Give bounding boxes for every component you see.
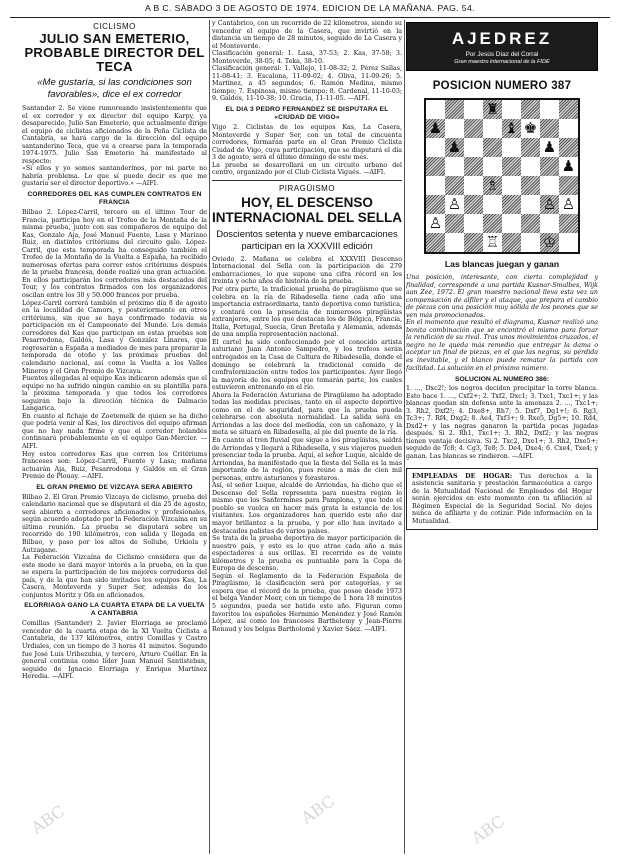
watermark: ABC (27, 801, 69, 838)
deck: Doscientos setenta y nueve embarcaciones participan en la XXXVIII edición (216, 227, 398, 251)
chess-board (424, 98, 580, 254)
page-header: A B C. SÁBADO 3 DE AGOSTO DE 1974. EDICION DE LA MAÑANA. PAG. 54. (10, 3, 610, 18)
chess-author-title: Gran maestro internacional de la FIDE (454, 59, 550, 65)
solution-text: 1. ..., Dxc2!; los negros deciden precipitar la torre blanca. Esto hace 1. ..., Cxf2+; 2. Txf2, Dxc1; 3. Txc1, Txc1+; y las blancas quedan sin defensa ante la amenaza 2. ..., Txc1+; 3. Rh2, Dxf2!; 4. Dxe8+, Rh7; 5. Dxf7, Dg1+!; 6. Rg3, Tc3+; 7. Rf4, Dxg2; 8. Ae4, Txf3+; 9. Rxe5, Dg5+; 10. Rd4, Dxd2+ y las negras ganaron la partida pocas jugadas después. Si 2. Rh1, Txc1+; 3. Rh2, Dxf2; y las negras tienen ventaja decisiva. Si 2. Txc2, Dxe1+; 3. Rh2, Dxe5+; seguido de Tc8; 4. Cg3, Te8; 5. De4, Dxe4; 6. Cxe4, Txe4; y ganan. Las blancas se rindieron. —AIFI. (406, 385, 598, 461)
paragraph: Oviedo 2. Mañana se celebra el XXXVIII Descenso Internacional del Sella con la participación de 279 embarcaciones, lo que supone una cifra récord en los treinta y ocho años de historia de la prueba. (212, 255, 402, 286)
board-square (426, 100, 445, 119)
paragraph: Comillas (Santander) 2. Javier Elorriaga se proclamó vencedor de la cuarta etapa de la XI Vuelta Ciclista a Cantabria, de 137 kilómetros, entre Comillas y Castro Urdiales, con un tiempo de 3 horas 41 minutos. Segundo fue José Luis Uribezubia, y tercero, Arturo Cuéllar. En la general continúa como líder Juan Manuel Santisteban, seguido de Ignacio Elorriaga y Enrique Martínez Heredia. —AIFI. (22, 620, 207, 681)
paragraph: y Cantábrico, con un recorrido de 22 kilómetros, siendo su vencedor el equipo de la Casera, que invirtió en la distancia un tiempo de 28 minutos, seguido de La Casera y el Monteverde. (212, 20, 402, 50)
paragraph: Por otra parte, la tradicional prueba de piragüismo que se celebra en la ría de Ribadesella tiene cada año una importancia extraordinaria, tanto deportiva como turística, y contará con la presencia de numerosos piragüistas extranjeros, entre los que destacan los de Bélgica, Francia, Italia, Portugal, Suecia, Gran Bretaña y Alemania, además de una amplia representación nacional. (212, 286, 402, 339)
chess-piece-square: ♖ (483, 233, 502, 252)
board-square (426, 176, 445, 195)
headline: HOY, EL DESCENSO INTERNACIONAL DEL SELLA (212, 194, 402, 225)
board-square (464, 100, 483, 119)
paragraph: En cuanto al fichaje de Zoetemelk de quien se ha dicho que podría venir al Kas, los directivos del equipo afirman que no hay nada firme y que el corredor holandés continuará probablemente en el equipo Gan-Mercier. —AIFI. (22, 412, 207, 450)
chess-piece-square: ♟ (540, 138, 559, 157)
paragraph: Bilbao 2. López-Carril, tercero en el último Tour de Francia, participa hoy en el Trofeo de la Montaña de la misma prueba, junto con sus compañeros de equipo del Kas, Gonzalo Aja, José Manuel Fuente, Lasa y Mariano Ruiz, en distintos critériums del circuito galo. López-Carril, que esta temporada ha conseguido también el Trofeo de la Montaña de la Vuelta a España, ha recibido numerosas ofertas para correr estos critériums después de la prueba francesa, donde realizó una gran actuación. En ellos participarán los corredores más destacados del Tour, y los contratos firmados con los organizadores oscilan entre los 30 y 50.000 francos por prueba. (22, 209, 207, 300)
board-square (521, 214, 540, 233)
paragraph: Bilbao 2. El Gran Premio Vizcaya de ciclismo, prueba del calendario nacional que se disputará el día 25 de agosto, será abierto a corredores aficionados y profesionales, según acuerdo adoptado por la Federación Vizcaína en su última reunión. La prueba se disputará sobre un recorrido de 190 kilómetros, con salida y llegada en Bilbao, y paso por los altos de Sollube, Urkiola y Autzagane. (22, 493, 207, 554)
chess-piece-square: ♟ (445, 138, 464, 157)
subheadline: EL GRAN PREMIO DE VIZCAYA SERA ABIERTO (36, 483, 193, 491)
board-square (483, 119, 502, 138)
board-square (445, 214, 464, 233)
board-square (502, 214, 521, 233)
board-square (502, 195, 521, 214)
subheadline: EL DIA 3 PEDRO FERNANDEZ SE DISPUTARA EL «CIUDAD DE VIGO» (225, 106, 389, 122)
board-square (540, 157, 559, 176)
paragraph: Según el Reglamento de la Federación Española de Piragüismo, la clasificación será por categorías, y se espera que el récord de la prueba, que posee desde 1973 el belga Vander Meer, con un tiempo de 1 hora 18 minutos 5 segundos, pueda ser batido este año. Figuran como favoritos los españoles Herminio Menéndez y José Ramón López, así como los franceses Barthelemy y Jean-Pierre Renaud y los belgas Bartholomé y Xavier Sáez. —AIFI. (212, 572, 402, 633)
chess-piece-square: ♙ (540, 195, 559, 214)
board-square (464, 119, 483, 138)
board-square (426, 233, 445, 252)
chess-piece-square: ♙ (445, 195, 464, 214)
paragraph: La Federación Vizcaína de Ciclismo considera que de este modo se dará mayor interés a la prueba, en la que se espera la participación de los mejores corredores del país, y de la que han sido invitados los equipos Kas, La Casera, Monteverde y Super Ser, además de los conjuntos Moritz y Ofa en aficionados. (22, 554, 207, 599)
chess-piece-square: ♝ (502, 119, 521, 138)
board-square (483, 157, 502, 176)
section-label: PIRAGÜISMO (278, 183, 336, 193)
notice-text (412, 473, 592, 526)
board-square (559, 138, 578, 157)
chess-piece-square: ♙ (559, 195, 578, 214)
paragraph: Clasificación general: 1. Vallejo, 11-08-32; 2. Pérez Sallas, 11-08-41; 3. Escalona, 11-09-02; 4. Oliva, 11-09-26; 5. Martínez, a 45 segundos; 6. Ramón Medina, mismo tiempo; 7. Espinosa, mismo tiempo; 8. Cardenal, 11-10-03; 9. Galdós, 11-10-38; 10. Gracia, 11-11-05. —AIFI. (212, 65, 402, 103)
board-square (445, 119, 464, 138)
paragraph: Vigo 2. Ciclistas de los equipos Kas, La Casera, Monteverde y Super Ser, con un total de cincuenta corredores, formarán parte en el Gran Premio Ciclista Ciudad de Vigo, cuya participación, que se disputará el día 3 de agosto, será el último domingo de este mes. (212, 124, 402, 162)
solution-title: SOLUCION AL NUMERO 386: (454, 376, 550, 384)
watermark: ABC (297, 791, 339, 828)
paragraph: El cartel ha sido confeccionado por el conocido artista asturiano Juan Antonio Sampedro, y los trofeos serán entregados en la Casa de Cultura de Ribadesella, donde el domingo se celebrará la tradicional comida de confraternización entre todos los participantes. Ayer llegó la mayoría de los equipos que tomarán parte, los cuales estuvieron entrenando en el río. (212, 338, 402, 392)
paragraph: Así, el señor Luque, alcalde de Arriondas, ha dicho que el Descenso del Sella representa para nuestra región lo mismo que los Sanfermines para Pamplona, y que todo el pueblo se vuelca en hacer más grata la estancia de los visitantes. Los organizadores han querido este año dar mayor brillantez a la prueba, y por ello han invitado a destacados palistas de varios países. (212, 482, 402, 535)
section-label: CICLISMO (93, 22, 136, 31)
paragraph: La prueba se desarrollará en un circuito urbano del centro, organizado por el Club Ciclista Vigués. —AIFI. (212, 161, 402, 177)
notice-box (406, 468, 598, 531)
board-square (521, 176, 540, 195)
board-square (559, 233, 578, 252)
chess-piece-square: ♙ (426, 214, 445, 233)
board-square (521, 233, 540, 252)
board-square (445, 176, 464, 195)
board-square (521, 100, 540, 119)
board-square (559, 119, 578, 138)
paragraph: Hoy estos corredores Kas que corren los Critériums franceses son: López-Carril, Fuente y Lasa; mañana actuarán Aja, Ruiz, Pesarrodona y Galdós en el Gran Premio de Plouay. —AIFI. (22, 450, 207, 481)
board-square (464, 195, 483, 214)
column-chess (406, 20, 598, 858)
board-square (483, 138, 502, 157)
board-square (559, 176, 578, 195)
position-title: POSICION NUMERO 387 (432, 80, 572, 92)
board-square (426, 195, 445, 214)
notice-title: EMPLEADAS DE HOGAR: (412, 472, 513, 480)
board-caption: Las blancas juegan y ganan (444, 259, 560, 269)
column-cycling (22, 20, 207, 858)
paragraph: «Si ellos y yo somos santanderinos, por mi parte no habría problema. Lo que sí puedo decir es que me gustaría ser el director deportivo.» —AIFI. (22, 165, 207, 188)
paragraph: En cuanto al tren fluvial que sigue a los piragüistas, saldrá de Arriondas y llegará a Ribadesella, y sus viajeros pueden presenciar toda la prueba. Aquí, el señor Luque, alcalde de Arriondas, ha manifestado que la fiesta del Sella es la más importante de la región, pues reúne a más de cien mil personas, entre asturianos y forasteros. (212, 436, 402, 482)
board-square (445, 157, 464, 176)
board-square (445, 233, 464, 252)
board-square (502, 138, 521, 157)
paragraph: Fuentes allegadas al equipo Kas indicaron además que el equipo no ha sufrido ningún cambio en su plantilla para la próxima temporada y que todos los corredores seguirán bajo la dirección técnica de Dalmacio Langarica. (22, 375, 207, 413)
paragraph: Santander 2. Se viene rumoreando insistentemente que el ex corredor y ex director del equipo Karpy, ya desaparecido, Julio San Emeterio, que actualmente dirige el equipo de ciclistas aficionados de la Peña Ciclista de Cantabria, se hará cargo de la dirección del equipo santanderino Teca, que va a crearse para la temporada 1974-1975. Julio San Emeterio ha manifestado al respecto: (22, 105, 207, 165)
column-divider (404, 20, 405, 854)
paragraph: Clasificación general: 1. Lasa, 37-53; 2. Kas, 37-58; 3. Monteverde, 38-05; 4. Teka, 38-10. (212, 50, 402, 65)
board-square (559, 214, 578, 233)
board-square (540, 214, 559, 233)
paragraph: Se trata de la prueba deportiva de mayor participación de nuestro país, y esto es lo que atrae cada año a más espectadores a sus orillas. El recorrido es de veinte kilómetros y la prueba es puntuable para la Copa de Europa de descenso. (212, 535, 402, 573)
notice-body: Tus derechos a la asistencia sanitaria y prestación farmacéutica a cargo de la Mutualidad Nacional de Empleados del Hogar serán ejercidos en este momento con tu afiliación al Régimen Especial de la Seguridad Social. No dejes nunca de afiliarte y de cotizar. Pide información en la Mutualidad. (412, 472, 592, 525)
chess-piece-square: ♟ (559, 157, 578, 176)
board-square (521, 138, 540, 157)
board-square (464, 233, 483, 252)
board-square (502, 100, 521, 119)
board-square (559, 100, 578, 119)
chess-author: Por Jesús Díaz del Corral (465, 51, 539, 58)
watermark: ABC (467, 811, 509, 848)
board-square (426, 138, 445, 157)
chess-piece-square: ♚ (521, 119, 540, 138)
board-square (540, 100, 559, 119)
chess-banner (406, 22, 598, 71)
paragraph: López-Carril correrá también el próximo día 8 de agosto en la localidad de Camors, y posteriormente en otros critériums, sin que se haya confirmado todavía su participación en el Campeonato del Mundo. Los demás corredores del Kas que participan en estas pruebas son Pesarrodona, Galdós, Lasa y González Linares, que regresarán a España a mediados de mes para preparar la temporada de otoño y las próximas pruebas del calendario nacional, así como la Vuelta a los Valles Mineros y el Gran Premio de Vizcaya. (22, 299, 207, 375)
chess-piece-square: ♔ (540, 233, 559, 252)
board-square (502, 176, 521, 195)
chess-piece-square: ♗ (483, 176, 502, 195)
board-square (426, 157, 445, 176)
paragraph: Una posición, interesante, con cierta complejidad y finalidad, corresponde a una partida Kusnar-Smalbes, Wijk aan Zee, 1972. El gran maestro nacional lleva esta vez un compensación de alfiler y el ataque, que prepara el cambio de piezas con una posición muy sólida de los peones que se ven más promocionados. (406, 274, 598, 319)
chess-title: AJEDREZ (451, 29, 553, 48)
column-canoeing (212, 20, 402, 858)
board-square (540, 176, 559, 195)
board-square (464, 214, 483, 233)
board-square (445, 100, 464, 119)
chess-piece-square: ♟ (426, 119, 445, 138)
board-square (483, 195, 502, 214)
board-square (521, 157, 540, 176)
subheadline: ELORRIAGA GANO LA CUARTA ETAPA DE LA VUELTA A CANTABRIA (24, 602, 205, 618)
board-square (483, 214, 502, 233)
board-square (502, 233, 521, 252)
headline: JULIO SAN EMETERIO, PROBABLE DIRECTOR DEL TECA (24, 31, 205, 74)
paragraph: Ahora la Federación Asturiana de Piragüismo ha adoptado todas las medidas precisas, tanto en el aspecto deportivo como en el de seguridad, para que la prueba pueda celebrarse con absoluta normalidad. La salida será en Arriondas a las doce del mediodía, con un cañonazo, y la meta se situará en Ribadesella, al pie del puente de la ría. (212, 391, 402, 437)
divider (212, 180, 402, 181)
subheadline: CORREDORES DEL KAS CUMPLEN CONTRATOS EN FRANCIA (27, 191, 202, 207)
board-square (540, 119, 559, 138)
board-square (502, 157, 521, 176)
board-square (464, 138, 483, 157)
deck: «Me gustaría, si las condiciones son favorables», dice el ex corredor (37, 77, 192, 100)
board-square (521, 195, 540, 214)
board-square (464, 157, 483, 176)
column-divider (209, 20, 210, 854)
board-square (464, 176, 483, 195)
chess-piece-square: ♜ (483, 100, 502, 119)
paragraph: En el momento que resultó el diagrama, Kusnar realizó una bonita combinación que se encontró el mismo para forzar la rendición de su rival. Tras unos movimientos cruzados, el negro no le queda más remedio que entregar la dama o aceptar un final de piezas, en el que las negras, su pérdida es inevitable, y el blanco puede rematar la partida con facilidad. La solución en el próximo número. (406, 319, 598, 372)
